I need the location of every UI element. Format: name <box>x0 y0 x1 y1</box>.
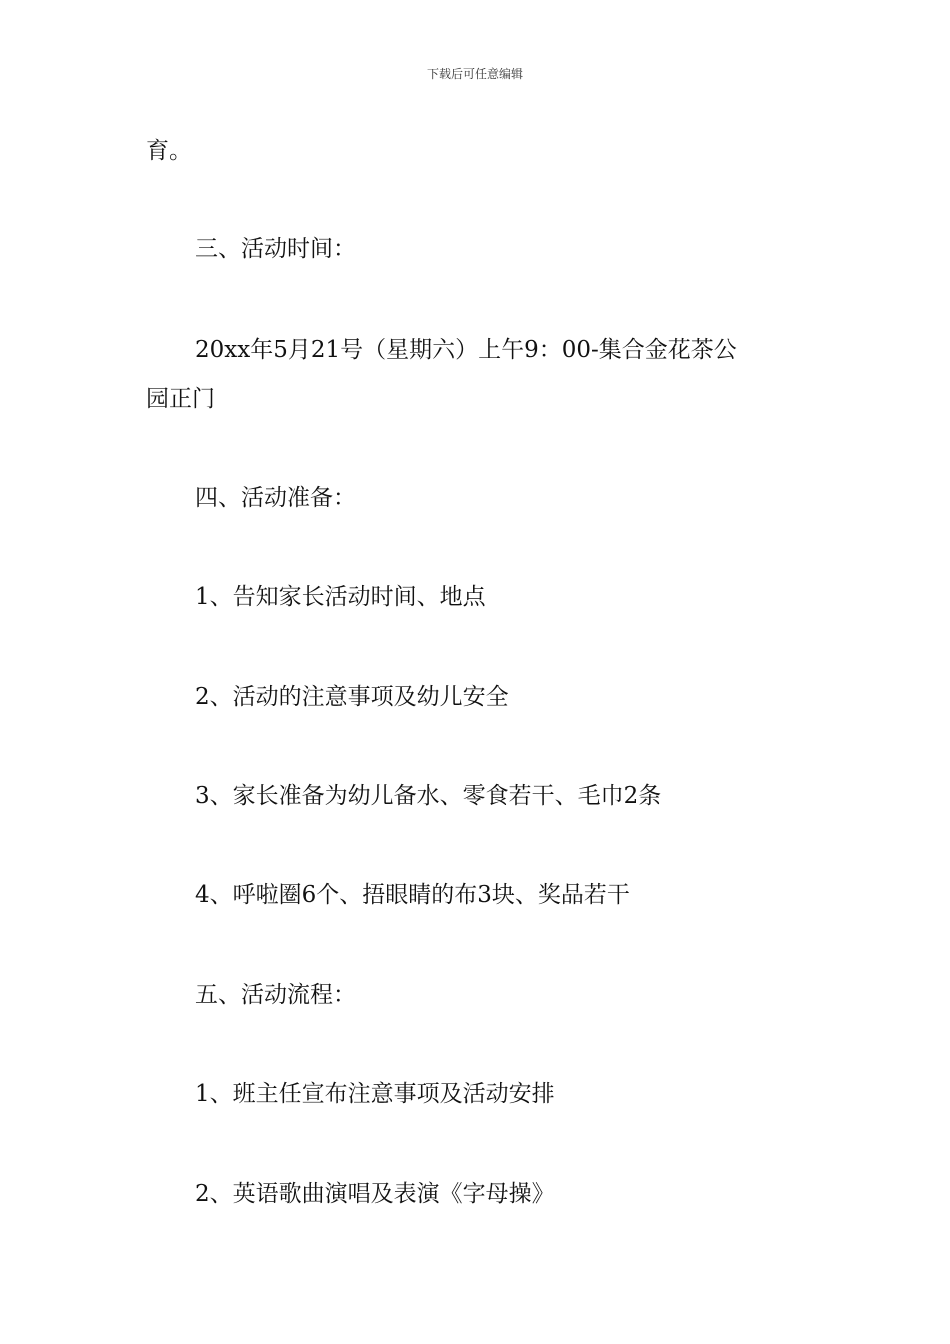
preparation-item-4: 4、呼啦圈6个、捂眼睛的布3块、奖品若干 <box>195 882 630 908</box>
time-detail-line-1: 20xx年5月21号（星期六）上午9：00-集合金花茶公 <box>195 337 737 363</box>
preparation-item-2: 2、活动的注意事项及幼儿安全 <box>195 684 509 710</box>
section-heading-process: 五、活动流程： <box>195 982 356 1008</box>
page-header-note: 下载后可任意编辑 <box>426 67 523 81</box>
preparation-item-3: 3、家长准备为幼儿备水、零食若干、毛巾2条 <box>195 783 662 809</box>
section-heading-preparation: 四、活动准备： <box>195 485 356 511</box>
process-item-1: 1、班主任宣布注意事项及活动安排 <box>195 1081 555 1107</box>
preparation-item-1: 1、告知家长活动时间、地点 <box>195 584 486 610</box>
section-heading-time: 三、活动时间： <box>195 236 356 262</box>
time-detail-line-2: 园正门 <box>146 386 215 412</box>
paragraph-continuation: 育。 <box>146 138 192 164</box>
process-item-2: 2、英语歌曲演唱及表演《字母操》 <box>195 1181 555 1207</box>
